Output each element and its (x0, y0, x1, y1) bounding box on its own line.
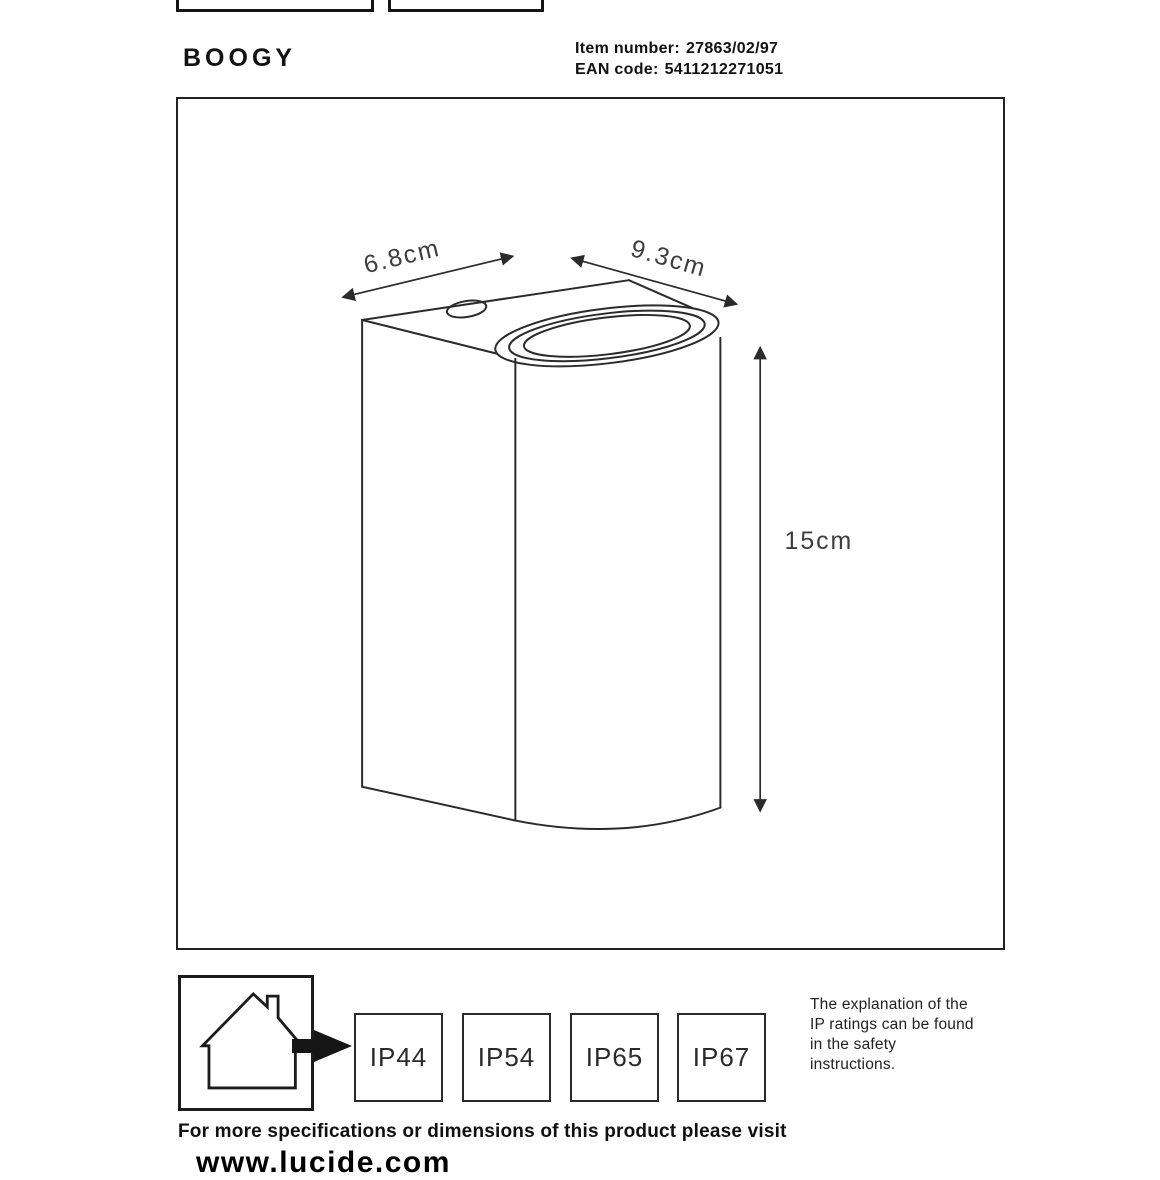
ip-rating-badge-ip67: IP67 (677, 1013, 766, 1102)
dim-label-front-width: 6.8cm (361, 233, 444, 280)
dim-label-side-depth: 9.3cm (627, 234, 711, 283)
ean-code-label: EAN code: (575, 61, 659, 78)
item-number-value: 27863/02/97 (685, 40, 779, 57)
ean-code-row (575, 59, 783, 80)
right-arrow-icon (292, 1026, 354, 1066)
dimension-diagram-frame (176, 97, 1005, 950)
ip-note-line: instructions. (810, 1056, 896, 1073)
item-number-label: Item number: (575, 40, 680, 57)
product-title: BOOGY (183, 44, 297, 72)
lamp-body-outline (362, 280, 722, 829)
item-number-row (575, 38, 783, 59)
ip-rating-badge-ip65: IP65 (570, 1013, 659, 1102)
ip-rating-badge-ip54: IP54 (462, 1013, 551, 1102)
cropped-icon-box-right (388, 0, 544, 12)
ean-code-value: 5411212271051 (664, 61, 784, 78)
footer-visit-text: For more specifications or dimensions of this product please visit (178, 1121, 787, 1142)
footer-website-link: www.lucide.com (196, 1146, 451, 1179)
product-codes (575, 38, 783, 80)
lamp-technical-drawing (178, 99, 1003, 948)
ip-ratings-note (810, 995, 1020, 1075)
ip-note-line: The explanation of the (810, 996, 968, 1013)
ip-rating-badge-ip44: IP44 (354, 1013, 443, 1102)
cropped-icon-box-left (176, 0, 374, 12)
ip-note-line: IP ratings can be found (810, 1016, 974, 1033)
ip-note-line: in the safety (810, 1036, 897, 1053)
dim-label-height: 15cm (784, 526, 854, 555)
